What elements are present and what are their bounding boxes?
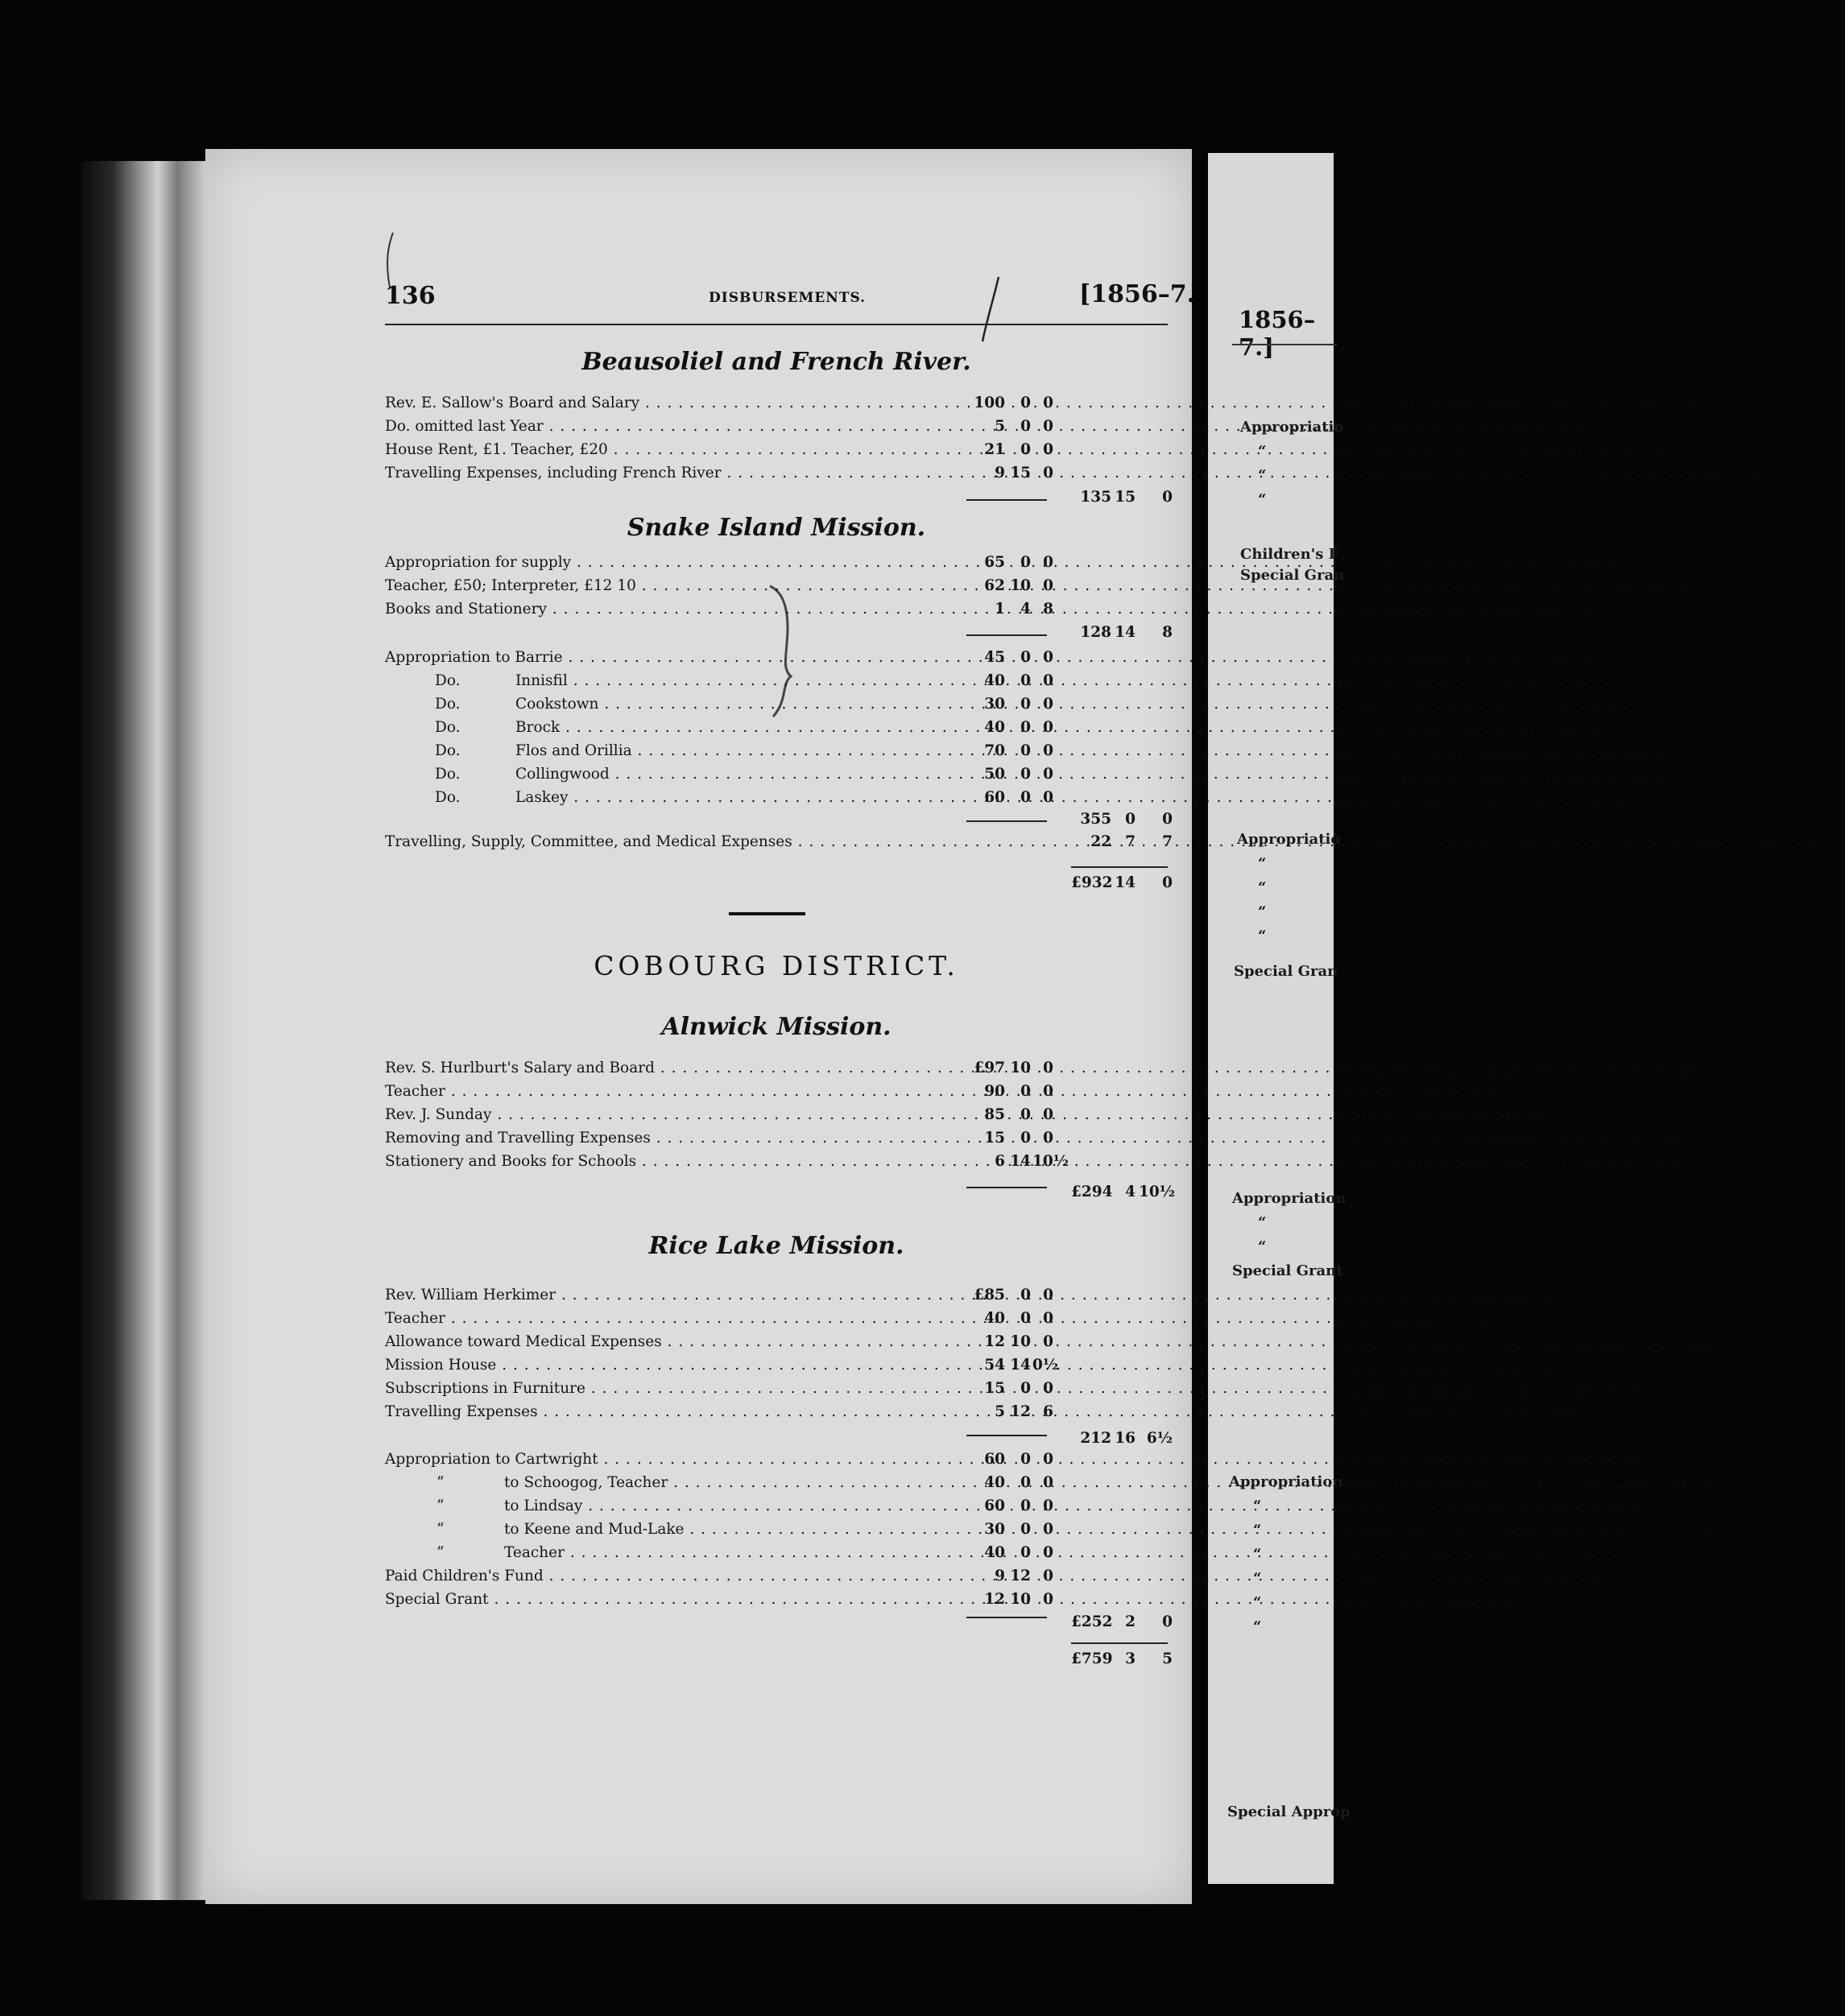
section-title-alnwick: Alnwick Mission. — [661, 1013, 891, 1041]
section-title-beausoliel: Beausoliel and French River. — [581, 348, 971, 376]
facing-year: 1856–7.] — [1239, 306, 1316, 361]
ledger-row: Removing and Travelling Expenses . . . 15 0 0 — [385, 1130, 1174, 1153]
district-title: COBOURG DISTRICT. — [594, 950, 959, 981]
ledger-row: Rev. E. Sallow's Board and Salary . . . 100 0 0 — [385, 395, 1174, 418]
section-total: 128 14 8 — [1080, 624, 1173, 641]
ledger-row: “ Teacher . . . 40 0 0 — [385, 1544, 1174, 1568]
facing-line: “ — [1253, 1570, 1262, 1587]
facing-line: Appropriatio — [1237, 831, 1341, 848]
grand-total: £759 3 5 — [1071, 1650, 1173, 1667]
facing-line: “ — [1258, 927, 1267, 944]
running-title: DISBURSEMENTS. — [709, 290, 867, 306]
facing-line: “ — [1258, 491, 1267, 508]
facing-line: Special Approp — [1227, 1803, 1351, 1820]
page-number: 136 — [385, 282, 436, 310]
ledger-row: Do. Collingwood . . . 50 0 0 — [385, 766, 1174, 789]
grand-total-rule — [1071, 866, 1168, 868]
facing-rule — [1232, 344, 1337, 345]
ledger-row: Appropriation to Cartwright . . . 60 0 0 — [385, 1451, 1174, 1474]
section-total: 135 15 0 — [1080, 489, 1173, 506]
ledger-row: Do. Cookstown . . . 30 0 0 — [385, 696, 1174, 719]
ledger-row: Teacher . . . 40 0 0 — [385, 1310, 1174, 1333]
ledger-row: Do. omitted last Year . . . 5 0 0 — [385, 418, 1174, 441]
facing-line: Special Gran — [1240, 567, 1345, 584]
year-bracket: [1856–7. — [1079, 280, 1196, 308]
ledger-row: Do. Brock . . . 40 0 0 — [385, 719, 1174, 742]
ledger-row: Rev. J. Sunday . . . 85 0 0 — [385, 1106, 1174, 1130]
facing-line: “ — [1253, 1546, 1262, 1563]
section-title-rice-lake: Rice Lake Mission. — [648, 1232, 904, 1260]
ledger-row: Appropriation for supply . . . 65 0 0 — [385, 554, 1174, 577]
facing-line: “ — [1253, 1522, 1262, 1539]
ledger-row: Teacher . . . 90 0 0 — [385, 1083, 1174, 1106]
facing-line: “ — [1258, 1214, 1267, 1231]
ledger-row: “ to Schoogog, Teacher . . . 40 0 0 — [385, 1474, 1174, 1498]
ledger-row: Do. Laskey . . . 60 0 0 — [385, 789, 1174, 812]
facing-line: Special Gran — [1234, 963, 1338, 980]
ledger-row: Paid Children's Fund . . . 9 12 0 — [385, 1568, 1174, 1591]
facing-line: “ — [1258, 443, 1267, 460]
book-spine — [81, 161, 209, 1900]
section-total: £294 4 10½ — [1071, 1184, 1176, 1200]
ledger-row: Rev. William Herkimer . . . £85 0 0 — [385, 1287, 1174, 1310]
header-rule — [385, 324, 1168, 325]
ledger-row: Subscriptions in Furniture . . . 15 0 0 — [385, 1380, 1174, 1403]
ledger-row: Allowance toward Medical Expenses . . . 12 10 0 — [385, 1333, 1174, 1357]
facing-line: “ — [1258, 1238, 1267, 1255]
grand-total: £932 14 0 — [1071, 874, 1173, 891]
ledger-row: “ to Lindsay . . . 60 0 0 — [385, 1498, 1174, 1521]
section-total: 212 16 6½ — [1080, 1430, 1173, 1447]
ledger-row: Books and Stationery . . . 1 4 8 — [385, 601, 1174, 624]
facing-line: Appropriation — [1232, 1190, 1347, 1207]
pencil-mark-icon — [379, 229, 403, 294]
facing-line: “ — [1253, 1618, 1262, 1635]
ledger-row: House Rent, £1. Teacher, £20 . . . 21 0 0 — [385, 441, 1174, 465]
facing-line: Special Grant — [1232, 1262, 1343, 1279]
section-total: £252 2 0 — [1071, 1613, 1173, 1630]
facing-line: Appropriation — [1229, 1473, 1343, 1490]
ledger-row: Appropriation to Barrie . . . 45 0 0 — [385, 649, 1174, 672]
facing-line: “ — [1253, 1594, 1262, 1611]
ledger-row: Do. Flos and Orillia . . . 70 0 0 — [385, 742, 1174, 766]
ledger-row: Travelling, Supply, Committee, and Medical Expenses . . . 22 7 7 — [385, 833, 1174, 857]
facing-line: “ — [1258, 467, 1267, 484]
section-total: 355 0 0 — [1080, 811, 1173, 828]
pencil-mark-icon — [974, 274, 1007, 346]
facing-line: “ — [1253, 1498, 1262, 1514]
facing-line: “ — [1258, 879, 1267, 896]
section-divider — [729, 912, 805, 915]
ledger-row: Do. Innisfil . . . 40 0 0 — [385, 672, 1174, 696]
ledger-row: Travelling Expenses . . . 5 12 6 — [385, 1403, 1174, 1427]
facing-line: Children's F — [1240, 546, 1339, 563]
grand-total-rule — [1071, 1642, 1168, 1644]
ledger-row: Special Grant . . . 12 10 0 — [385, 1591, 1174, 1614]
ledger-row: Travelling Expenses, including French River . . . 9 15 0 — [385, 465, 1174, 488]
ledger-row: Stationery and Books for Schools . . . 6 14 10½ — [385, 1153, 1174, 1176]
ledger-row: Mission House . . . 54 14 0½ — [385, 1357, 1174, 1380]
ledger-row: Teacher, £50; Interpreter, £12 10 . . . 62 10 0 — [385, 577, 1174, 601]
ledger-row: “ to Keene and Mud-Lake . . . 30 0 0 — [385, 1521, 1174, 1544]
ledger-row: Rev. S. Hurlburt's Salary and Board . . . £97 10 0 — [385, 1060, 1174, 1083]
facing-page — [1208, 153, 1351, 1884]
section-title-snake-island: Snake Island Mission. — [627, 514, 926, 542]
facing-line: “ — [1258, 903, 1267, 920]
facing-line: Appropriatio — [1240, 419, 1344, 436]
facing-line: “ — [1258, 855, 1267, 872]
